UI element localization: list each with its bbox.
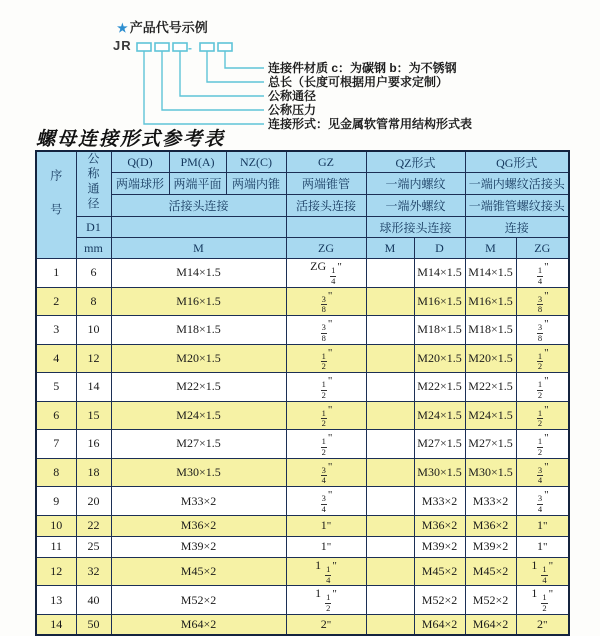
header-unit-qz-m: M bbox=[366, 238, 414, 259]
cell-seq: 14 bbox=[36, 614, 76, 635]
fraction: $\frac{3}{4}$ bbox=[321, 464, 326, 486]
table-row bbox=[36, 316, 569, 345]
header-col-qz: QZ形式 bbox=[366, 151, 465, 173]
cell-m: M30×1.5 bbox=[111, 458, 286, 487]
fraction: $\frac{1}{2}$ bbox=[542, 592, 547, 614]
cell-gz: ZG $\frac{1}{4}$ " bbox=[286, 259, 366, 288]
cell-dn: 6 bbox=[76, 259, 111, 288]
table-row bbox=[36, 373, 569, 402]
cell-qz-m bbox=[366, 287, 414, 316]
cell-seq: 8 bbox=[36, 458, 76, 487]
cell-gz: $\frac{3}{4}$ " bbox=[286, 458, 366, 487]
cell-m: M20×1.5 bbox=[111, 344, 286, 373]
cell-m: M52×2 bbox=[111, 586, 286, 615]
table-row bbox=[36, 401, 569, 430]
header-row-2 bbox=[36, 173, 569, 195]
cell-qg-m: M20×1.5 bbox=[465, 344, 516, 373]
star-icon: ★ bbox=[117, 21, 128, 35]
cell-qg-zg: $\frac{3}{4}$ " bbox=[516, 458, 569, 487]
cell-qz-m bbox=[366, 458, 414, 487]
cell-dn: 40 bbox=[76, 586, 111, 615]
fraction: $\frac{1}{2}$ bbox=[537, 436, 543, 457]
cell-m: M36×2 bbox=[111, 515, 286, 536]
cell-m: M33×2 bbox=[111, 487, 286, 516]
cell-seq: 7 bbox=[36, 430, 76, 459]
header-row-4 bbox=[36, 217, 569, 238]
table-row bbox=[36, 614, 569, 635]
cell-dn: 10 bbox=[76, 316, 111, 345]
cell-qg-m: M16×1.5 bbox=[465, 287, 516, 316]
cell-qg-zg: 1" bbox=[516, 536, 569, 557]
cell-qg-zg: $\frac{3}{8}$ " bbox=[516, 287, 569, 316]
cell-qg-zg: $\frac{3}{8}$ " bbox=[516, 316, 569, 345]
header-sub-pm: 两端平面 bbox=[169, 173, 226, 195]
cell-gz: $\frac{1}{2}$ " bbox=[286, 373, 366, 402]
cell-gz: 1" bbox=[286, 515, 366, 536]
cell-qg-zg: $\frac{1}{4}$ " bbox=[516, 259, 569, 288]
header-d1: D1 bbox=[76, 217, 111, 238]
cell-qg-m: M36×2 bbox=[465, 515, 516, 536]
cell-m: M45×2 bbox=[111, 557, 286, 586]
cell-m: M24×1.5 bbox=[111, 401, 286, 430]
cell-seq: 4 bbox=[36, 344, 76, 373]
code-label-pressure: 公称压力 bbox=[268, 103, 317, 117]
nut-connection-table bbox=[35, 150, 570, 636]
cell-qg-zg: 2" bbox=[516, 614, 569, 635]
table-row bbox=[36, 259, 569, 288]
cell-gz: 2" bbox=[286, 614, 366, 635]
header-conn-qz: 一端外螺纹 bbox=[366, 195, 465, 217]
cell-qz-m bbox=[366, 557, 414, 586]
cell-qz-m bbox=[366, 614, 414, 635]
cell-qz-m bbox=[366, 586, 414, 615]
table-title: 螺母连接形式参考表 bbox=[36, 129, 226, 150]
cell-qz-d: M27×1.5 bbox=[414, 430, 465, 459]
cell-seq: 1 bbox=[36, 259, 76, 288]
cell-qg-zg: $\frac{1}{2}$ " bbox=[516, 344, 569, 373]
table-row bbox=[36, 487, 569, 516]
cell-qz-d: M24×1.5 bbox=[414, 401, 465, 430]
cell-qz-d: M30×1.5 bbox=[414, 458, 465, 487]
cell-dn: 14 bbox=[76, 373, 111, 402]
cell-qg-zg: $\frac{1}{2}$ " bbox=[516, 430, 569, 459]
fraction: $\frac{3}{8}$ bbox=[537, 293, 543, 315]
table-row bbox=[36, 536, 569, 557]
cell-qg-m: M14×1.5 bbox=[465, 259, 516, 288]
header-row-3 bbox=[36, 195, 569, 217]
header-conn-qg: 一端锥管螺纹接头 bbox=[465, 195, 569, 217]
cell-qz-m bbox=[366, 430, 414, 459]
cell-qg-m: M33×2 bbox=[465, 487, 516, 516]
header-seq: 序号 bbox=[36, 151, 76, 259]
header-conn-left: 活接头连接 bbox=[111, 195, 286, 217]
fraction: $\frac{1}{2}$ bbox=[326, 592, 331, 614]
header-mm: mm bbox=[76, 238, 111, 259]
cell-qz-m bbox=[366, 373, 414, 402]
cell-gz: 1 $\frac{1}{4}$ " bbox=[286, 557, 366, 586]
cell-qz-d: M18×1.5 bbox=[414, 316, 465, 345]
cell-gz: $\frac{1}{2}$ " bbox=[286, 401, 366, 430]
cell-qg-m: M45×2 bbox=[465, 557, 516, 586]
cell-qz-d: M64×2 bbox=[414, 614, 465, 635]
cell-gz: $\frac{1}{2}$ " bbox=[286, 430, 366, 459]
header-conn-gz: 活接头连接 bbox=[286, 195, 366, 217]
header-col-pm: PM(A) bbox=[169, 151, 226, 173]
header-unit-qg-zg: ZG bbox=[516, 238, 569, 259]
fraction: $\frac{1}{4}$ bbox=[326, 563, 331, 585]
cell-qg-zg: 1 $\frac{1}{4}$ " bbox=[516, 557, 569, 586]
cell-dn: 12 bbox=[76, 344, 111, 373]
cell-m: M39×2 bbox=[111, 536, 286, 557]
header-col-nz: NZ(C) bbox=[226, 151, 286, 173]
product-code-prefix: JR bbox=[113, 38, 132, 53]
header-link-qg: 连接 bbox=[465, 217, 569, 238]
cell-qz-m bbox=[366, 536, 414, 557]
diagram-heading-text: 产品代号示例 bbox=[129, 20, 208, 35]
cell-qz-d: M39×2 bbox=[414, 536, 465, 557]
cell-qg-zg: $\frac{1}{2}$ " bbox=[516, 401, 569, 430]
fraction: $\frac{1}{2}$ bbox=[537, 379, 543, 400]
fraction: $\frac{3}{8}$ bbox=[321, 322, 326, 343]
fraction: $\frac{1}{2}$ bbox=[321, 436, 326, 457]
product-code-dash: - bbox=[188, 41, 192, 55]
fraction: $\frac{3}{8}$ bbox=[537, 322, 543, 343]
fraction: $\frac{1}{4}$ bbox=[542, 563, 547, 585]
cell-qz-d: M14×1.5 bbox=[414, 259, 465, 288]
cell-dn: 25 bbox=[76, 536, 111, 557]
cell-m: M18×1.5 bbox=[111, 316, 286, 345]
cell-qg-zg: 1 $\frac{1}{2}$ " bbox=[516, 586, 569, 615]
fraction: $\frac{1}{2}$ bbox=[321, 379, 326, 400]
cell-m: M64×2 bbox=[111, 614, 286, 635]
cell-gz: $\frac{3}{8}$ " bbox=[286, 316, 366, 345]
cell-qz-d: M20×1.5 bbox=[414, 344, 465, 373]
table-row bbox=[36, 430, 569, 459]
fraction: $\frac{3}{4}$ bbox=[537, 464, 543, 486]
table-row bbox=[36, 515, 569, 536]
header-row-1 bbox=[36, 151, 569, 173]
cell-dn: 50 bbox=[76, 614, 111, 635]
cell-qg-zg: 1" bbox=[516, 515, 569, 536]
table-row bbox=[36, 458, 569, 487]
cell-qg-m: M52×2 bbox=[465, 586, 516, 615]
table-row bbox=[36, 557, 569, 586]
cell-qz-d: M16×1.5 bbox=[414, 287, 465, 316]
cell-qg-m: M24×1.5 bbox=[465, 401, 516, 430]
table-row bbox=[36, 586, 569, 615]
cell-seq: 3 bbox=[36, 316, 76, 345]
cell-seq: 11 bbox=[36, 536, 76, 557]
cell-qg-m: M30×1.5 bbox=[465, 458, 516, 487]
header-col-gz: GZ bbox=[286, 151, 366, 173]
fraction: $\frac{1}{2}$ bbox=[537, 407, 543, 429]
fraction: $\frac{3}{8}$ bbox=[321, 293, 326, 315]
cell-dn: 8 bbox=[76, 287, 111, 316]
cell-qz-d: M45×2 bbox=[414, 557, 465, 586]
cell-gz: 1 $\frac{1}{2}$ " bbox=[286, 586, 366, 615]
cell-qg-m: M22×1.5 bbox=[465, 373, 516, 402]
header-blank-left bbox=[111, 217, 286, 238]
cell-seq: 10 bbox=[36, 515, 76, 536]
cell-seq: 13 bbox=[36, 586, 76, 615]
header-unit-m: M bbox=[111, 238, 286, 259]
cell-dn: 22 bbox=[76, 515, 111, 536]
cell-m: M27×1.5 bbox=[111, 430, 286, 459]
cell-qz-m bbox=[366, 515, 414, 536]
cell-qz-d: M36×2 bbox=[414, 515, 465, 536]
fraction: $\frac{1}{4}$ bbox=[537, 265, 543, 286]
header-sub-qg: 一端内螺纹活接头 bbox=[465, 173, 569, 195]
cell-qz-d: M33×2 bbox=[414, 487, 465, 516]
header-link-qz: 球形接头连接 bbox=[366, 217, 465, 238]
header-sub-gz: 两端锥管 bbox=[286, 173, 366, 195]
fraction: $\frac{1}{4}$ bbox=[331, 265, 336, 286]
cell-seq: 12 bbox=[36, 557, 76, 586]
cell-qz-d: M22×1.5 bbox=[414, 373, 465, 402]
cell-seq: 2 bbox=[36, 287, 76, 316]
cell-qg-m: M27×1.5 bbox=[465, 430, 516, 459]
cell-qg-m: M18×1.5 bbox=[465, 316, 516, 345]
cell-qg-m: M39×2 bbox=[465, 536, 516, 557]
code-label-diameter: 公称通径 bbox=[268, 89, 317, 103]
cell-m: M16×1.5 bbox=[111, 287, 286, 316]
cell-qg-m: M64×2 bbox=[465, 614, 516, 635]
cell-gz: $\frac{3}{8}$ " bbox=[286, 287, 366, 316]
table-body bbox=[36, 259, 569, 636]
header-dn: 公称通径 bbox=[76, 151, 111, 217]
cell-gz: $\frac{3}{4}$ " bbox=[286, 487, 366, 516]
cell-m: M14×1.5 bbox=[111, 259, 286, 288]
cell-qg-zg: $\frac{1}{2}$ " bbox=[516, 373, 569, 402]
cell-dn: 20 bbox=[76, 487, 111, 516]
cell-dn: 32 bbox=[76, 557, 111, 586]
cell-qz-m bbox=[366, 401, 414, 430]
header-sub-qz: 一端内螺纹 bbox=[366, 173, 465, 195]
cell-dn: 18 bbox=[76, 458, 111, 487]
header-unit-qg-m: M bbox=[465, 238, 516, 259]
cell-gz: $\frac{1}{2}$ " bbox=[286, 344, 366, 373]
code-label-length: 总长（长度可根据用户要求定制） bbox=[268, 75, 449, 89]
cell-seq: 6 bbox=[36, 401, 76, 430]
fraction: $\frac{1}{2}$ bbox=[321, 350, 326, 372]
header-unit-qz-d: D bbox=[414, 238, 465, 259]
header-row-5 bbox=[36, 238, 569, 259]
header-blank-gz bbox=[286, 217, 366, 238]
header-unit-zg: ZG bbox=[286, 238, 366, 259]
fraction: $\frac{3}{4}$ bbox=[321, 493, 326, 515]
fraction: $\frac{1}{2}$ bbox=[321, 407, 326, 429]
cell-seq: 9 bbox=[36, 487, 76, 516]
cell-qz-m bbox=[366, 259, 414, 288]
cell-m: M22×1.5 bbox=[111, 373, 286, 402]
header-sub-q: 两端球形 bbox=[111, 173, 169, 195]
code-label-connection: 连接形式：见金属软管常用结构形式表 bbox=[268, 117, 473, 131]
cell-qz-d: M52×2 bbox=[414, 586, 465, 615]
cell-qz-m bbox=[366, 487, 414, 516]
header-col-qg: QG形式 bbox=[465, 151, 569, 173]
table-row bbox=[36, 287, 569, 316]
header-sub-nz: 两端内锥 bbox=[226, 173, 286, 195]
fraction: $\frac{3}{4}$ bbox=[537, 493, 543, 515]
cell-qz-m bbox=[366, 344, 414, 373]
cell-dn: 16 bbox=[76, 430, 111, 459]
header-col-q: Q(D) bbox=[111, 151, 169, 173]
cell-qg-zg: $\frac{3}{4}$ " bbox=[516, 487, 569, 516]
cell-dn: 15 bbox=[76, 401, 111, 430]
code-label-material: 连接件材质 c：为碳钢 b：为不锈钢 bbox=[268, 61, 457, 75]
fraction: $\frac{1}{2}$ bbox=[537, 350, 543, 372]
cell-qz-m bbox=[366, 316, 414, 345]
cell-gz: 1" bbox=[286, 536, 366, 557]
table-row bbox=[36, 344, 569, 373]
cell-seq: 5 bbox=[36, 373, 76, 402]
